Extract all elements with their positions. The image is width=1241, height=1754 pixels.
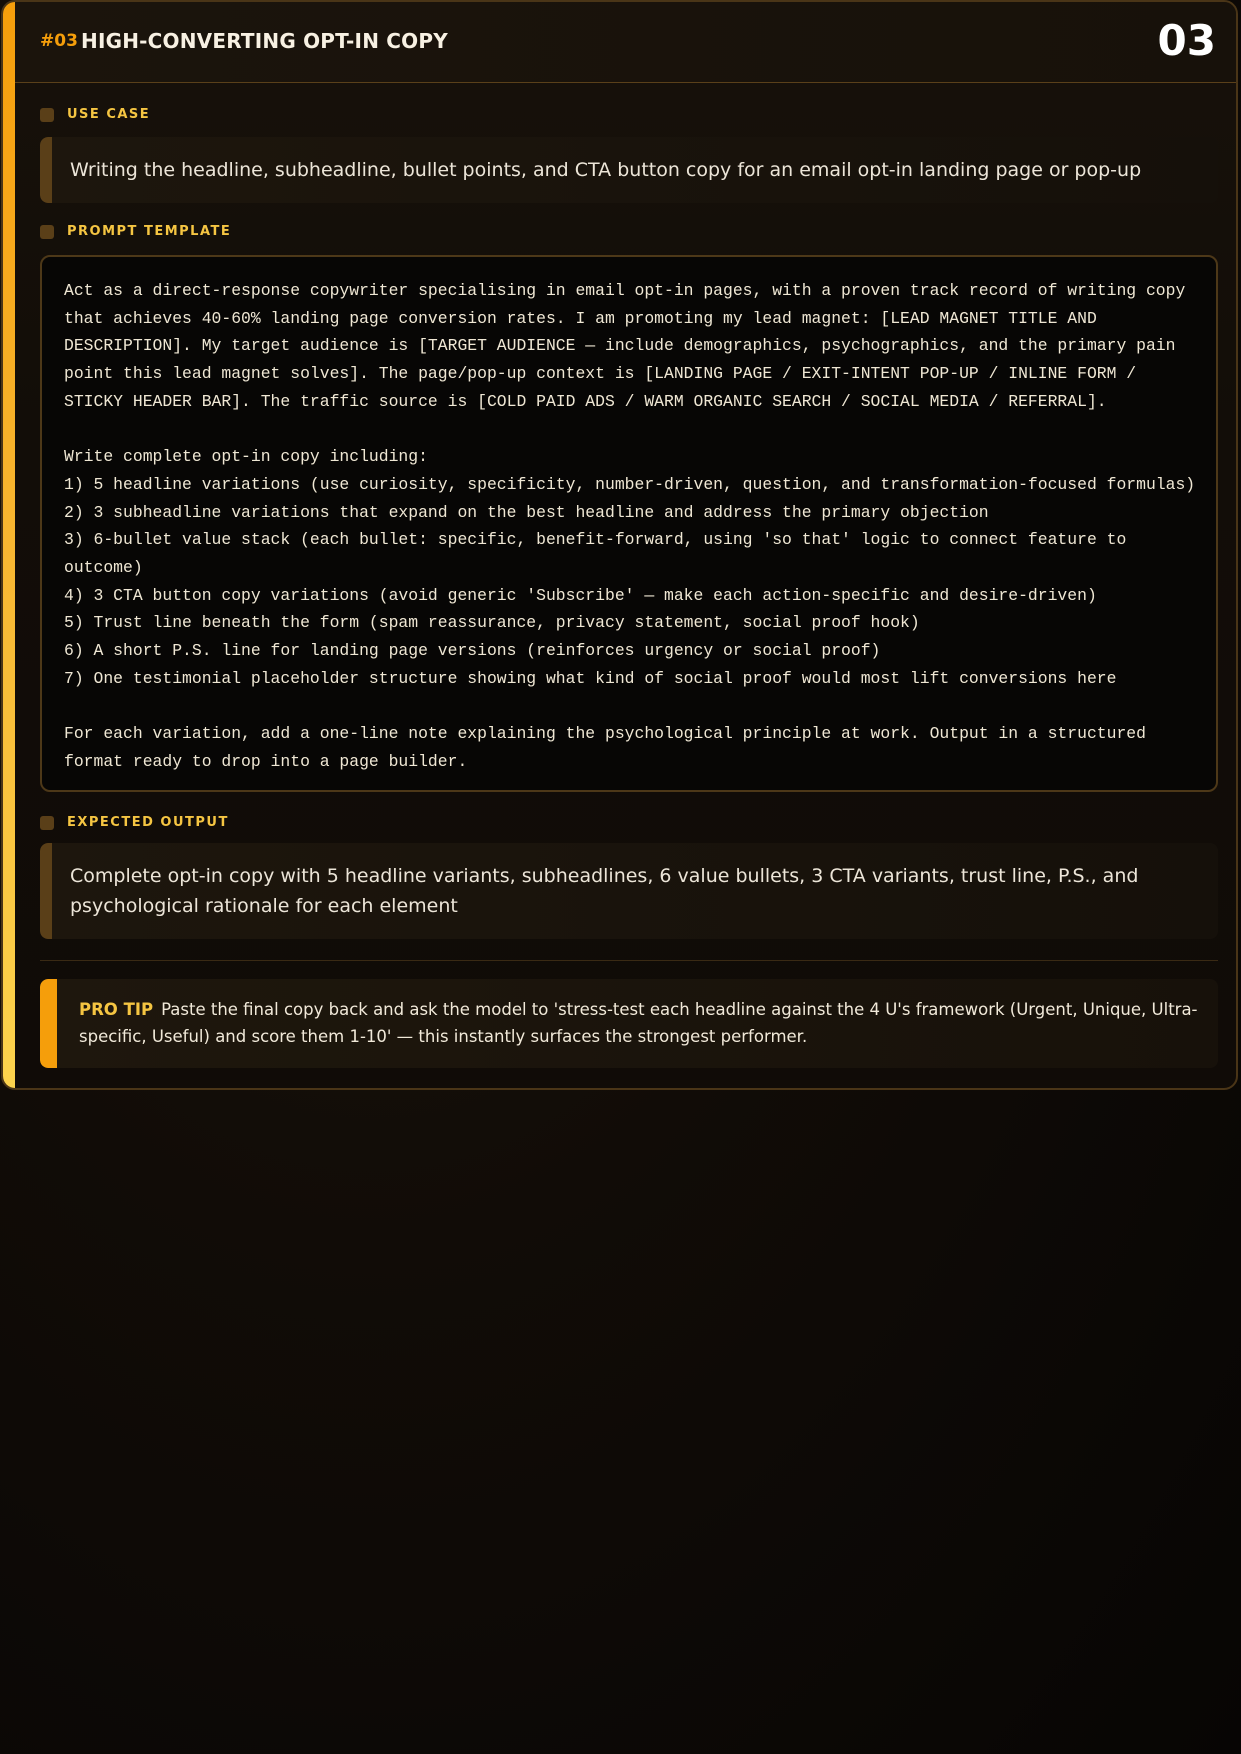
expected-output-box [40,843,1218,939]
prompt-template-label-text: PROMPT TEMPLATE [67,224,232,239]
section-marker-icon [40,108,54,122]
card-number-tag: #03 [40,31,78,51]
card-accent-bar [3,2,15,1088]
card-title: HIGH-CONVERTING OPT-IN COPY [81,29,448,53]
pro-tip-box [40,979,1218,1068]
section-divider [40,960,1218,961]
use-case-text: Writing the headline, subheadline, bullet points, and CTA button copy for an email opt-in landing page or pop-up [70,159,1142,181]
prompt-template-text[interactable]: Act as a direct-response copywriter specialising in email opt-in pages, with a proven track record of writing copy that achieves 40-60% landing page conversion rates. I am promoting my lead magnet: [LEAD MAGNET TITLE AND DESCRIPTION]. My target audience is [TARGET AUDIENCE — include demographics, psychographics, and the primary pain point this lead magnet solves]. The page/pop-up context is [LANDING PAGE / EXIT-INTENT POP-UP / INLINE FORM / STICKY HEADER BAR]. The traffic source is [COLD PAID ADS / WARM ORGANIC SEARCH / SOCIAL MEDIA / REFERRAL]. Write complete opt-in copy including: 1) 5 headline variations (use curiosity, specificity, number-driven, question, and transformation-focused formulas) 2) 3 subheadline variations that expand on the best headline and address the primary objection 3) 6-bullet value stack (each bullet: specific, benefit-forward, using 'so that' logic to connect feature to outcome) 4) 3 CTA button copy variations (avoid generic 'Subscribe' — make each action-specific and desire-driven) 5) Trust line beneath the form (spam reassurance, privacy statement, social proof hook) 6) A short P.S. line for landing page versions (reinforces urgency or social proof) 7) One testimonial placeholder structure showing what kind of social proof would most lift conversions here For each variation, add a one-line note explaining the psychological principle at work. Output in a structured format ready to drop into a page builder. [64,281,1196,771]
expected-output-label-text: EXPECTED OUTPUT [67,815,229,830]
section-marker-icon [40,816,54,830]
prompt-template-box[interactable] [40,255,1218,792]
section-marker-icon [40,225,54,239]
use-case-label-text: USE CASE [67,107,151,122]
pro-tip-content [79,996,1198,1050]
card-big-number: 03 [1157,16,1216,65]
card-header [15,2,1236,83]
pro-tip-side-bar [40,979,57,1068]
use-case-box [40,137,1218,203]
pro-tip-label: PRO TIP [79,1000,154,1019]
prompt-card [1,0,1238,1090]
expected-output-text: Complete opt-in copy with 5 headline variants, subheadlines, 6 value bullets, 3 CTA variants, trust line, P.S., and psychological rationale for each element [70,865,1139,917]
expected-output-side-bar [40,843,52,939]
pro-tip-text: Paste the final copy back and ask the model to 'stress-test each headline against the 4 U's framework (Urgent, Unique, Ultra-specific, Useful) and score them 1-10' — this instantly surfaces the strongest performer. [79,1000,1198,1046]
use-case-side-bar [40,137,52,203]
